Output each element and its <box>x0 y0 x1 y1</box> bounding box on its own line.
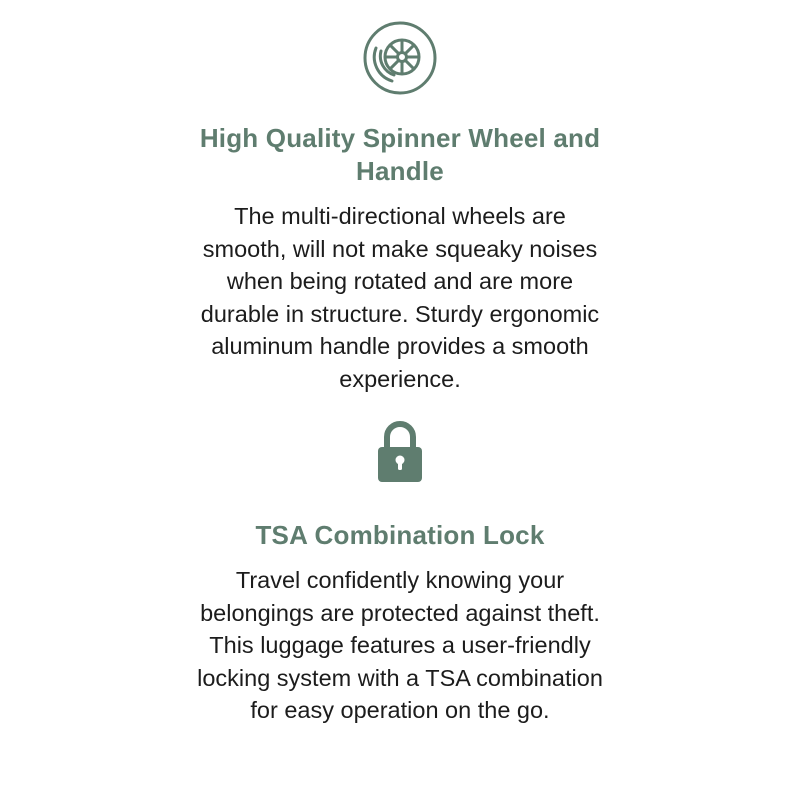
wheel-icon <box>362 20 438 101</box>
feature-title: High Quality Spinner Wheel and Handle <box>199 123 601 186</box>
feature-spinner-wheel <box>0 20 800 395</box>
feature-description: Travel confidently knowing your belongings are protected against theft. This luggage features a user-friendly locking system with a TSA combination for easy operation on the go. <box>197 567 603 723</box>
feature-description: The multi-directional wheels are smooth, will not make squeaky noises when being rotated and are more durable in structure. Sturdy ergonomic aluminum handle provides a smooth experience. <box>200 203 600 392</box>
feature-tsa-lock <box>0 420 800 727</box>
padlock-icon <box>376 420 424 489</box>
feature-title: TSA Combination Lock <box>255 520 545 550</box>
